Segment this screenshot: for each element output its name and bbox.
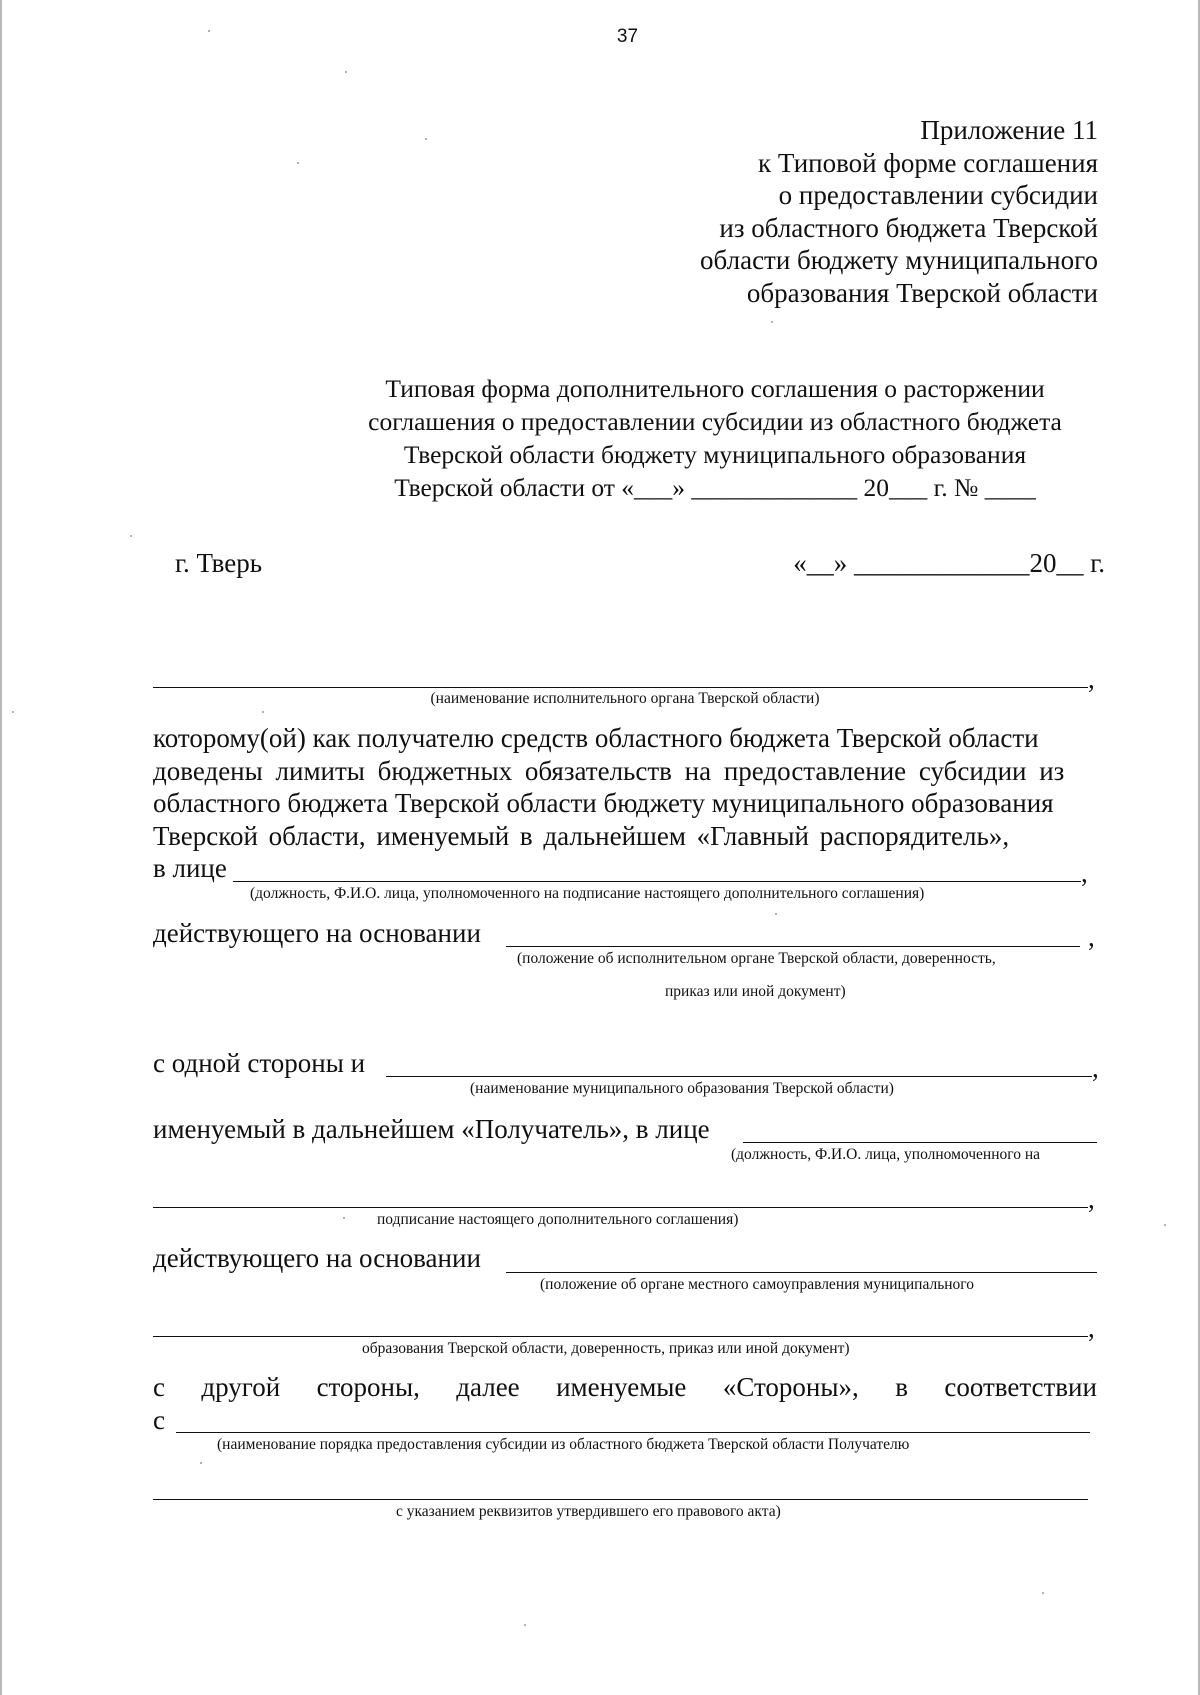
word: далее (456, 1372, 520, 1402)
appendix-line: к Типовой форме соглашения (758, 147, 1098, 178)
scan-speck (200, 1462, 202, 1464)
caption-procedure-a: (наименование порядка предоставления субсидии из областного бюджета Тверской области Получателю (217, 1436, 910, 1453)
scan-speck (130, 535, 132, 537)
word: соответствии (944, 1372, 1097, 1402)
comma: , (1088, 1313, 1095, 1343)
title-line: Тверской области от «___» _____________ 20___ г. № ____ (394, 473, 1036, 502)
word: с (153, 1372, 165, 1402)
one-side-label: с одной стороны и (153, 1048, 366, 1078)
body-line: которому(ой) как получателю средств областного бюджета Тверской области (153, 723, 1039, 753)
caption-official-2a: (должность, Ф.И.О. лица, уполномоченного на (731, 1146, 1041, 1163)
scan-speck (425, 138, 427, 140)
place: г. Тверь (175, 548, 263, 578)
other-side-line (153, 1372, 1097, 1403)
body-paragraph (153, 722, 1097, 852)
appendix-line: образования Тверской области (746, 277, 1098, 308)
with-label: с (153, 1405, 165, 1435)
word: в (895, 1372, 908, 1402)
basis-2-continuation-line (153, 1336, 1088, 1337)
appendix-line: о предоставлении субсидии (778, 180, 1098, 210)
scan-speck (208, 30, 210, 32)
date-line: «__» _____________20__ г. (793, 548, 1105, 578)
scan-speck (1164, 1224, 1166, 1226)
caption-authority: (наименование исполнительного органа Тверской области) (430, 690, 820, 707)
page-number: 37 (616, 26, 639, 47)
comma: , (1088, 1184, 1095, 1214)
official-1-line (233, 881, 1081, 882)
caption-basis-1a: (положение об исполнительном органе Тверской области, доверенность, (517, 950, 996, 967)
scan-speck (771, 321, 773, 323)
comma: , (1092, 1053, 1099, 1083)
basis-2-line (506, 1272, 1097, 1273)
appendix-header (700, 114, 1098, 309)
word: именуемые (556, 1372, 687, 1402)
acting-basis-label-2: действующего на основании (153, 1243, 481, 1273)
word: другой (201, 1372, 281, 1402)
scan-left-edge (0, 0, 2, 1695)
comma: , (1081, 858, 1088, 888)
caption-official-2b: подписание настоящего дополнительного соглашения) (377, 1211, 739, 1228)
appendix-line: из областного бюджета Тверской (719, 212, 1098, 243)
scan-speck (345, 71, 347, 73)
scan-speck (262, 711, 264, 713)
caption-official-1: (должность, Ф.И.О. лица, уполномоченного на подписание настоящего дополнительного соглашения) (250, 885, 925, 902)
authority-name-line (153, 687, 1088, 688)
procedure-continuation-line (153, 1499, 1088, 1500)
word: стороны, (316, 1372, 420, 1402)
official-2-continuation-line (153, 1207, 1088, 1208)
scan-speck (297, 162, 299, 164)
basis-1-line (506, 946, 1080, 947)
scan-speck (1042, 1592, 1044, 1594)
caption-municipality: (наименование муниципального образования Тверской области) (470, 1080, 894, 1097)
scan-speck (343, 1217, 345, 1219)
body-line: доведены лимиты бюджетных обязательств на предоставление субсидии из (153, 755, 1065, 786)
caption-basis-2b: образования Тверской области, доверенность, приказ или иной документ) (362, 1340, 850, 1357)
scan-speck (775, 913, 777, 915)
comma: , (1088, 922, 1095, 952)
comma: , (1088, 664, 1095, 694)
appendix-line: Приложение 11 (920, 115, 1098, 145)
caption-procedure-b: с указанием реквизитов утвердившего его правового акта) (396, 1503, 781, 1520)
caption-basis-2a: (положение об органе местного самоуправления муниципального (540, 1276, 975, 1293)
caption-basis-1b: приказ или иной документ) (665, 983, 846, 1000)
title-line: Типовая форма дополнительного соглашения о расторжении (385, 374, 1045, 403)
title-line: Тверской области бюджету муниципального образования (403, 440, 1027, 469)
acting-basis-label: действующего на основании (153, 918, 481, 948)
appendix-line: области бюджету муниципального (700, 245, 1098, 275)
municipality-line (386, 1076, 1092, 1077)
official-2-line (743, 1142, 1097, 1143)
body-line: Тверской области, именуемый в дальнейшем «Главный распорядитель», (153, 820, 1010, 851)
word: «Стороны», (722, 1372, 859, 1402)
title-line: соглашения о предоставлении субсидии из областного бюджета (368, 407, 1062, 436)
in-person-label: в лице (153, 853, 227, 883)
body-line: областного бюджета Тверской области бюджету муниципального образования (153, 788, 1054, 818)
scan-speck (12, 711, 14, 713)
scan-speck (524, 1624, 526, 1626)
form-title (0, 372, 1200, 504)
recipient-intro: именуемый в дальнейшем «Получатель», в лице (153, 1114, 710, 1144)
procedure-line (176, 1432, 1090, 1433)
